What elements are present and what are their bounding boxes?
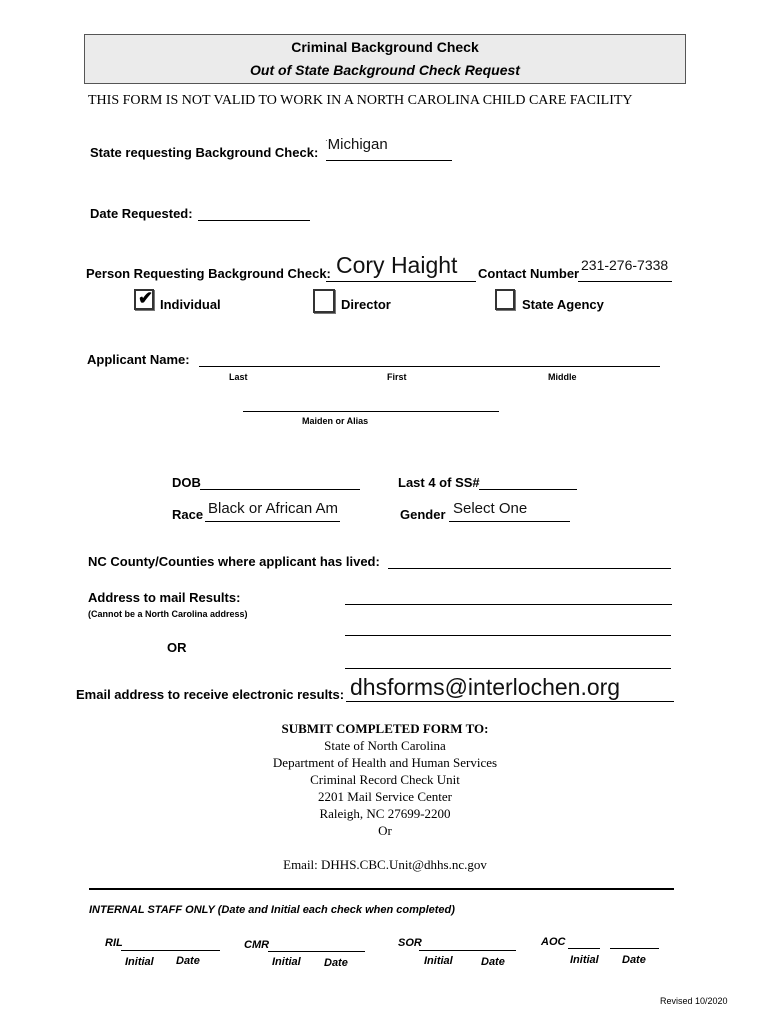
sor-field[interactable]: [419, 950, 516, 951]
revision-date: Revised 10/2020: [660, 996, 728, 1006]
cmr-label: CMR: [244, 939, 270, 951]
state-requesting-line: [326, 160, 452, 161]
sor-label: SOR: [398, 937, 422, 949]
or-label: OR: [167, 640, 187, 655]
submit-line-or: Or: [378, 823, 392, 838]
date-requested-label: Date Requested:: [90, 206, 193, 221]
submit-heading: SUBMIT COMPLETED FORM TO:: [281, 721, 489, 736]
section-divider: [89, 888, 674, 890]
submit-line-mail-center: 2201 Mail Service Center: [318, 789, 452, 804]
mail-address-line-3[interactable]: [345, 668, 671, 669]
individual-label: Individual: [160, 297, 221, 312]
check-mark-icon: ✔: [138, 288, 154, 308]
submit-line-department: Department of Health and Human Services: [272, 755, 498, 770]
aoc-date-caption: Date: [622, 954, 646, 966]
ril-field[interactable]: [121, 950, 220, 951]
staff-heading: INTERNAL STAFF ONLY (Date and Initial each check when completed): [89, 904, 455, 916]
cmr-initial-caption: Initial: [272, 956, 301, 968]
individual-checkbox[interactable]: [134, 289, 154, 310]
aoc-initial-caption: Initial: [570, 954, 599, 966]
validity-notice: THIS FORM IS NOT VALID TO WORK IN A NORTH CAROLINA CHILD CARE FACILITY: [88, 93, 633, 108]
gender-line: [449, 521, 570, 522]
date-requested-field[interactable]: [198, 220, 310, 221]
form-subtitle: Out of State Background Check Request: [250, 62, 520, 78]
ril-date-caption: Date: [176, 955, 200, 967]
person-requesting-line: [326, 281, 476, 282]
race-select[interactable]: Black or African Am: [208, 500, 339, 517]
county-field[interactable]: [388, 568, 671, 569]
gender-select[interactable]: Select One: [453, 500, 528, 517]
state-requesting-field[interactable]: ·Michigan: [325, 136, 388, 153]
form-header: [84, 34, 686, 84]
person-requesting-label: Person Requesting Background Check:: [86, 266, 331, 281]
dob-label: DOB: [172, 475, 201, 490]
mail-address-note: (Cannot be a North Carolina address): [88, 609, 248, 619]
contact-number-label: Contact Number: [478, 266, 580, 281]
ril-initial-caption: Initial: [125, 956, 154, 968]
mail-address-line-2[interactable]: [345, 635, 671, 636]
contact-number-field[interactable]: 231-276-7338: [581, 257, 669, 273]
race-label: Race: [172, 507, 204, 522]
mail-address-label: Address to mail Results:: [88, 590, 241, 605]
aoc-date-field[interactable]: [610, 948, 659, 949]
race-line: [205, 521, 340, 522]
submit-line-state: State of North Carolina: [324, 738, 446, 753]
cmr-field[interactable]: [268, 951, 365, 952]
gender-label: Gender: [400, 507, 446, 522]
applicant-name-label: Applicant Name:: [87, 352, 190, 367]
applicant-name-field[interactable]: [199, 366, 660, 367]
director-label: Director: [341, 297, 391, 312]
sor-initial-caption: Initial: [424, 955, 453, 967]
submit-email: Email: DHHS.CBC.Unit@dhhs.nc.gov: [283, 857, 487, 872]
applicant-middle-caption: Middle: [548, 372, 577, 382]
ril-label: RIL: [105, 937, 123, 949]
contact-number-line: [578, 281, 672, 282]
applicant-first-caption: First: [387, 372, 407, 382]
applicant-last-caption: Last: [229, 372, 248, 382]
ssn-field[interactable]: [479, 489, 577, 490]
cmr-date-caption: Date: [324, 957, 348, 969]
email-results-field[interactable]: dhsforms@interlochen.org: [350, 674, 621, 700]
state-requesting-label: State requesting Background Check:: [90, 145, 319, 160]
sor-date-caption: Date: [481, 956, 505, 968]
county-label: NC County/Counties where applicant has lived:: [88, 554, 380, 569]
email-results-line: [346, 701, 674, 702]
ssn-label: Last 4 of SS#: [398, 475, 480, 490]
form-title: Criminal Background Check: [291, 39, 479, 55]
maiden-alias-caption: Maiden or Alias: [302, 416, 369, 426]
mail-address-line-1[interactable]: [345, 604, 672, 605]
aoc-label: AOC: [541, 936, 566, 948]
director-checkbox[interactable]: [313, 289, 335, 313]
email-results-label: Email address to receive electronic results:: [76, 687, 345, 702]
submit-line-unit: Criminal Record Check Unit: [310, 772, 460, 787]
state-agency-checkbox[interactable]: [495, 289, 515, 310]
person-requesting-field[interactable]: Cory Haight: [336, 252, 458, 278]
maiden-alias-field[interactable]: [243, 411, 499, 412]
aoc-initial-field[interactable]: [568, 948, 600, 949]
submit-line-city: Raleigh, NC 27699-2200: [319, 806, 451, 821]
dob-field[interactable]: [200, 489, 360, 490]
state-agency-label: State Agency: [522, 297, 604, 312]
